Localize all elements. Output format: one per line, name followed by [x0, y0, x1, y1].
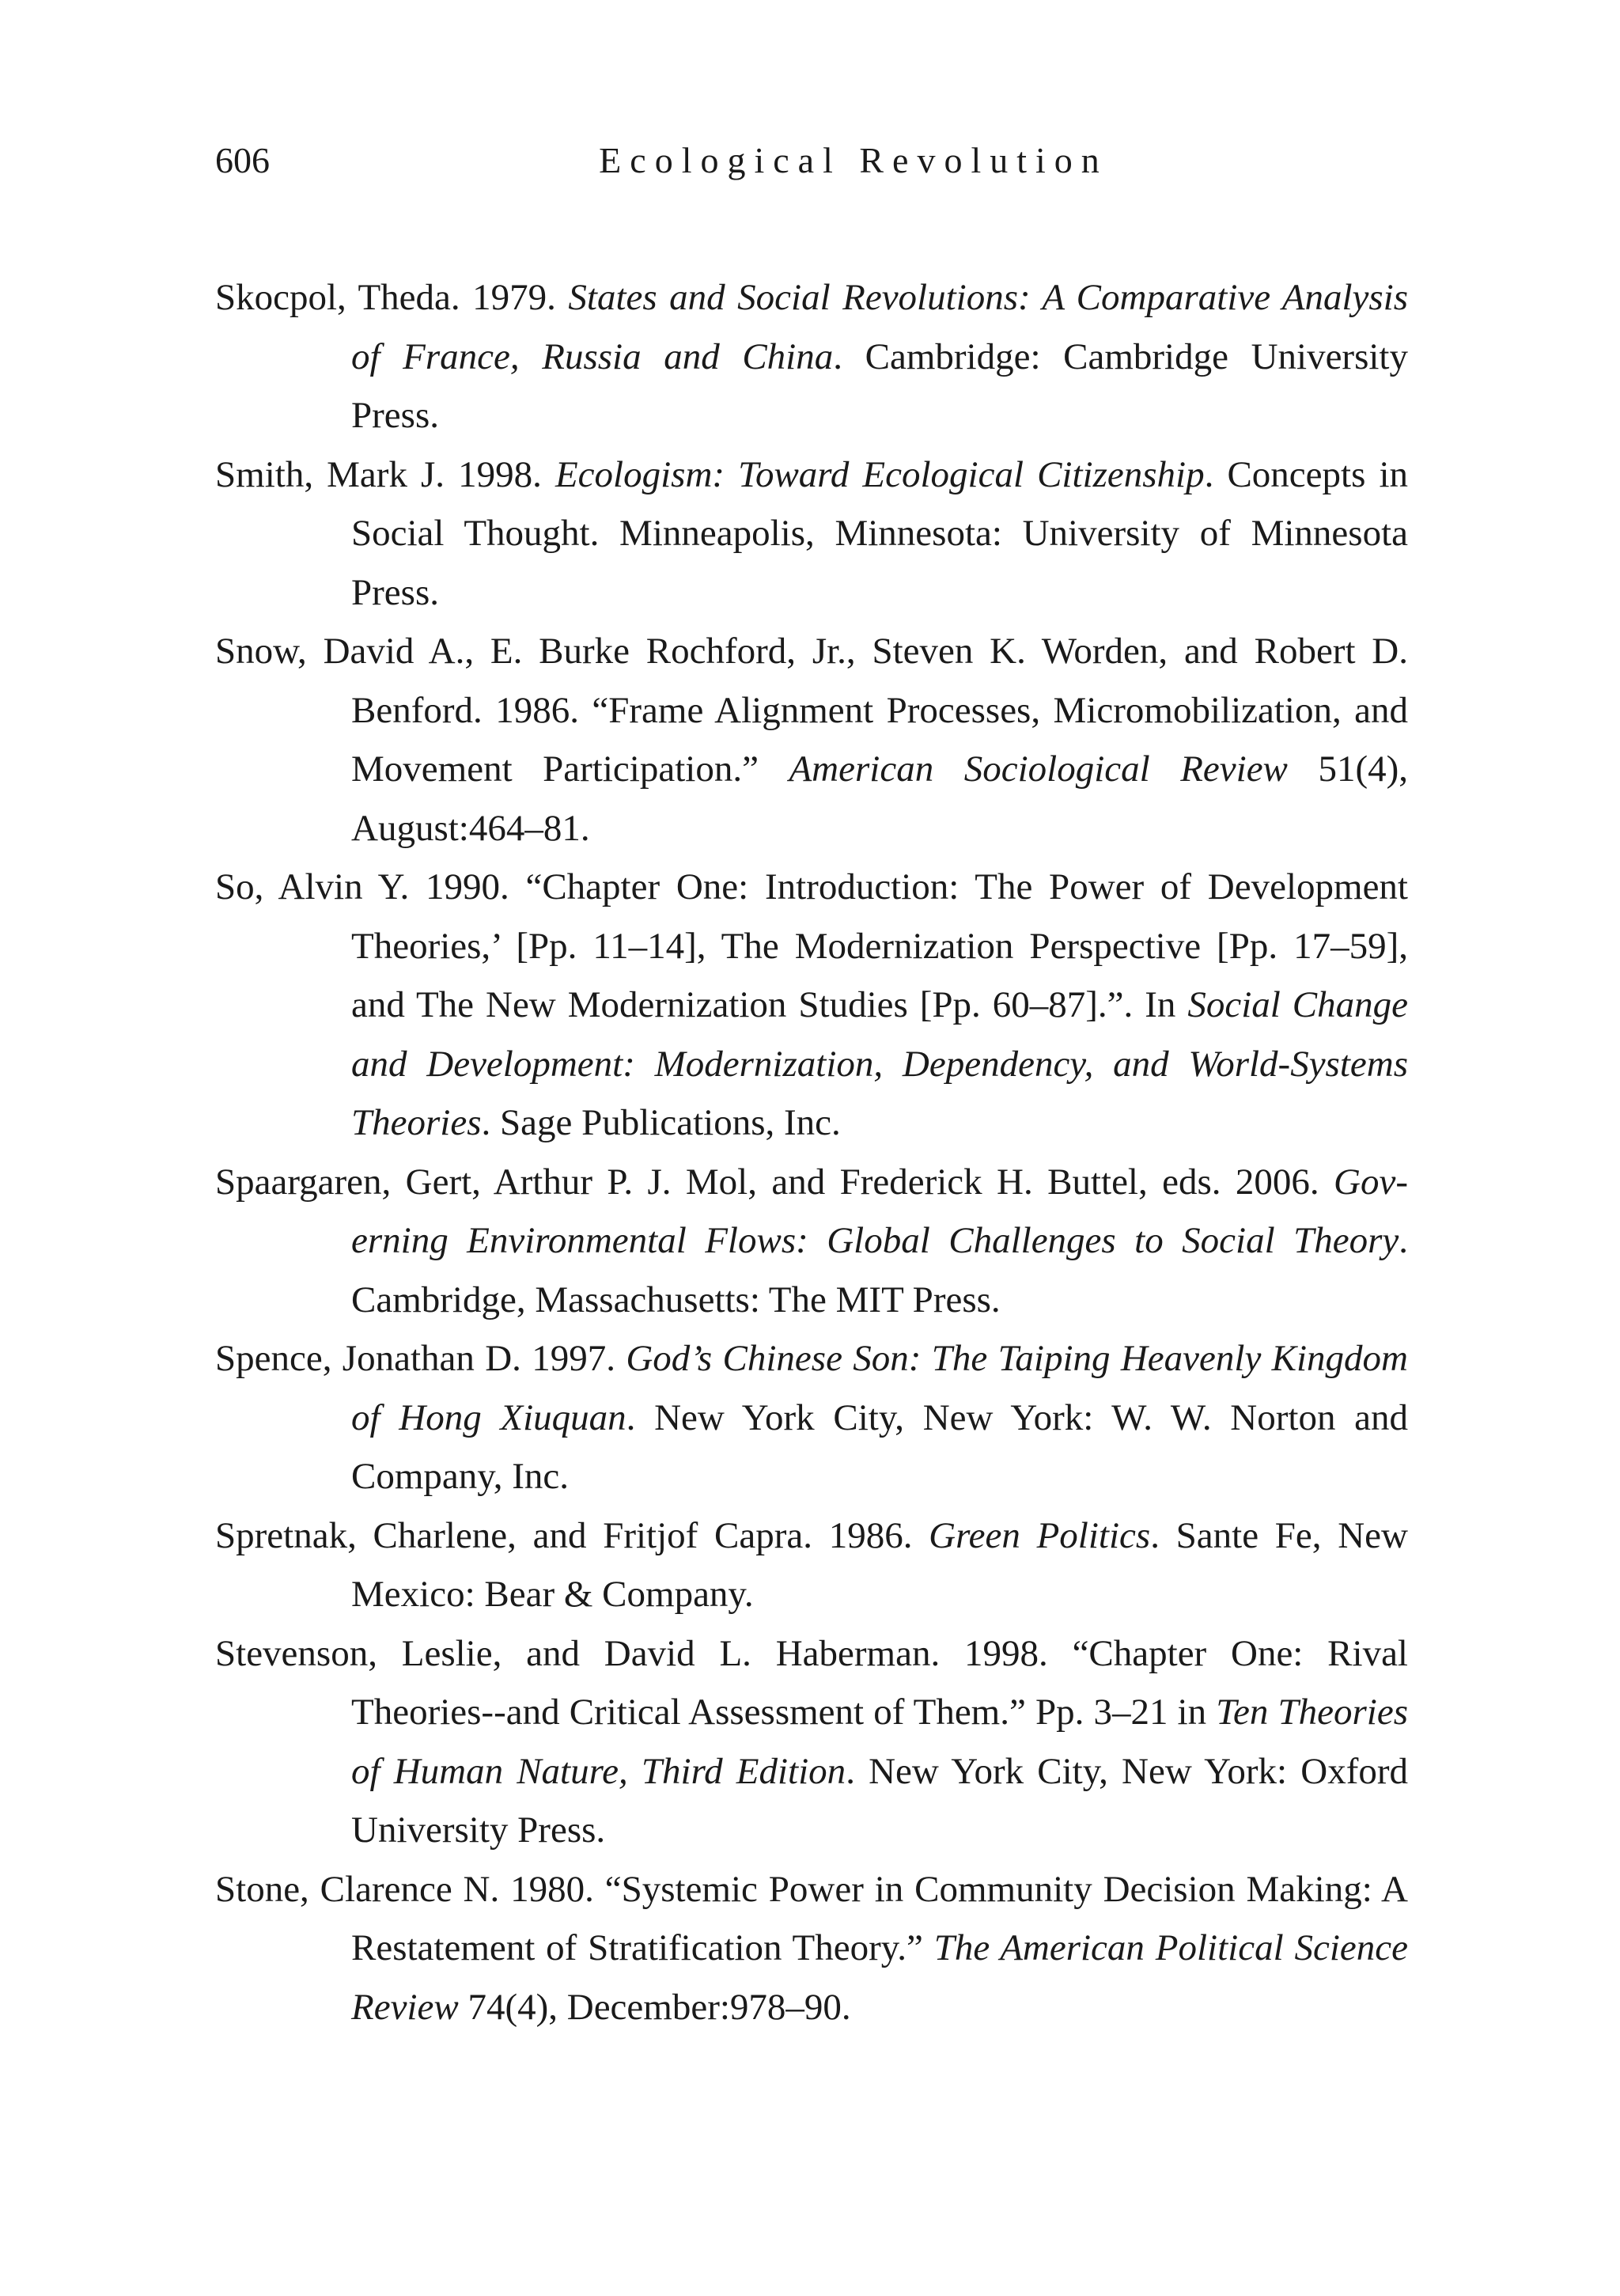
reference-title: The American Political Science Review	[351, 1927, 1408, 2028]
reference-text: . Cambridge, Massachusetts: The MIT Press.	[351, 1220, 1408, 1320]
reference-entry	[215, 1624, 1408, 1860]
reference-text: 74(4), December:978–90.	[458, 1986, 851, 2028]
running-head: Ecological Revolution	[599, 140, 1108, 180]
reference-title: Green Politics	[929, 1514, 1151, 1556]
reference-text: . Cambridge: Cambridge University Press.	[351, 335, 1408, 436]
reference-entry	[215, 1153, 1408, 1330]
reference-entry	[215, 858, 1408, 1153]
reference-text: Skocpol, Theda. 1979.	[215, 277, 569, 318]
reference-title: Ecologism: Toward Ecological Citizenship	[555, 453, 1205, 495]
reference-text: Snow, David A., E. Burke Rochford, Jr., Steven K. Worden, and Robert D. Benford. 1986. “Frame Alignment Processes, Micromobilization, and Movement Participation.”	[215, 631, 1408, 790]
reference-entry	[215, 1506, 1408, 1624]
reference-title: Governing Environmental Flows: Global Challenges to Social Theory	[351, 1161, 1408, 1261]
reference-text: So, Alvin Y. 1990. “Chapter One: Introduction: The Power of Development Theories,’ [Pp. 11–14], The Modernization Perspective [Pp. 17–59], and The New Modernization Studies [Pp. 60–87].”. In	[215, 866, 1408, 1025]
reference-text: Spence, Jonathan D. 1997.	[215, 1338, 626, 1379]
reference-text: 51(4), August:464–81.	[351, 748, 1408, 849]
reference-entry	[215, 1329, 1408, 1506]
reference-entry	[215, 445, 1408, 623]
reference-text: . Sante Fe, New Mexico: Bear & Company.	[351, 1514, 1408, 1615]
reference-text: Spaargaren, Gert, Arthur P. J. Mol, and Frederick H. Buttel, eds. 2006.	[215, 1161, 1334, 1203]
page-number: 606	[215, 140, 270, 180]
reference-text: . New York City, New York: W. W. Norton and Company, Inc.	[351, 1396, 1408, 1497]
reference-entry	[215, 1860, 1408, 2037]
reference-entry	[215, 268, 1408, 445]
reference-text: Smith, Mark J. 1998.	[215, 453, 555, 495]
reference-list	[215, 268, 1408, 2036]
reference-text: Stevenson, Leslie, and David L. Haberman. 1998. “Chapter One: Rival Theories--and Critical Assessment of Them.” Pp. 3–21 in	[215, 1632, 1408, 1733]
reference-entry	[215, 622, 1408, 858]
reference-title: God’s Chinese Son: The Taiping Heavenly Kingdom of Hong Xiuquan	[351, 1338, 1408, 1438]
reference-text: . New York City, New York: Oxford University Press.	[351, 1750, 1408, 1851]
reference-title: States and Social Revolutions: A Comparative Analysis of France, Russia and China	[351, 277, 1409, 377]
reference-title: Social Change and Development: Modernization, Dependency, and World-Systems Theories	[351, 984, 1409, 1143]
reference-text: . Concepts in Social Thought. Minneapolis, Minnesota: University of Minnesota Press.	[351, 453, 1409, 613]
reference-text: Stone, Clarence N. 1980. “Systemic Power in Community Decision Making: A Restatement of Stratification Theory.”	[215, 1868, 1408, 1968]
reference-text: Spretnak, Charlene, and Fritjof Capra. 1986.	[215, 1514, 929, 1556]
reference-title: Ten Theories of Human Nature, Third Edition	[351, 1692, 1409, 1792]
page-header	[0, 133, 1620, 188]
reference-text: . Sage Publications, Inc.	[481, 1102, 841, 1143]
reference-title: American Sociological Review	[789, 748, 1288, 790]
